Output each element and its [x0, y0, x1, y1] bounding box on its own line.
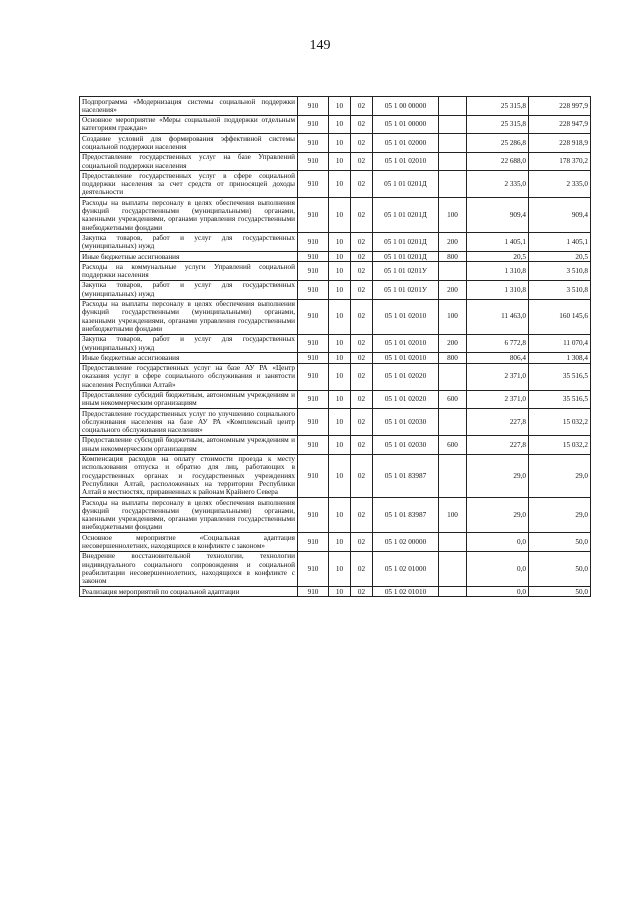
row-amount-2: 228 947,9: [529, 115, 591, 134]
row-target-article: 05 1 01 02020: [373, 390, 439, 409]
row-name: Компенсация расходов на оплату стоимости проезда к месту использования отпуска и обратно для лиц, работающих в государственных органах и государственных учреждениях Республики Алтай, расположенных на территории Республики Алтай в местностях, приравненных к районам Крайнего Севера: [80, 454, 298, 497]
row-expense-type: [439, 262, 467, 281]
row-ministry-code: 910: [298, 363, 329, 390]
row-ministry-code: 910: [298, 435, 329, 454]
table-row: [80, 587, 591, 597]
row-ministry-code: 910: [298, 97, 329, 116]
row-expense-type: [439, 171, 467, 198]
table-row: [80, 233, 591, 252]
row-amount-2: 35 516,5: [529, 390, 591, 409]
row-subsection-code: 02: [351, 134, 373, 153]
budget-table: [79, 96, 591, 597]
row-ministry-code: 910: [298, 134, 329, 153]
row-amount-1: 227,8: [467, 435, 529, 454]
row-ministry-code: 910: [298, 353, 329, 363]
table-row: [80, 171, 591, 198]
row-amount-1: 909,4: [467, 198, 529, 233]
table-row: [80, 533, 591, 552]
row-name: Расходы на выплаты персоналу в целях обеспечения выполнения функций государственными (муниципальными) органами, казенными учреждениями, органами управления государственными внебюджетными фондами: [80, 498, 298, 533]
row-target-article: 05 1 02 01000: [373, 551, 439, 586]
row-amount-2: 3 510,8: [529, 262, 591, 281]
row-section-code: 10: [329, 280, 351, 299]
table-row: [80, 115, 591, 134]
row-target-article: 05 1 01 0201У: [373, 280, 439, 299]
row-subsection-code: 02: [351, 299, 373, 334]
row-target-article: 05 1 01 0201Д: [373, 233, 439, 252]
row-amount-1: 0,0: [467, 533, 529, 552]
row-target-article: 05 1 01 0201Д: [373, 252, 439, 262]
row-expense-type: [439, 115, 467, 134]
row-subsection-code: 02: [351, 252, 373, 262]
row-expense-type: 100: [439, 498, 467, 533]
row-name: Расходы на выплаты персоналу в целях обеспечения выполнения функций государственными (муниципальными) органами, казенными учреждениями, органами управления государственными внебюджетными фондами: [80, 299, 298, 334]
row-amount-2: 3 510,8: [529, 280, 591, 299]
row-ministry-code: 910: [298, 115, 329, 134]
row-subsection-code: 02: [351, 587, 373, 597]
row-amount-2: 1 405,1: [529, 233, 591, 252]
row-amount-2: 2 335,0: [529, 171, 591, 198]
row-expense-type: 100: [439, 299, 467, 334]
row-amount-1: 1 310,8: [467, 280, 529, 299]
row-target-article: 05 1 00 00000: [373, 97, 439, 116]
table-row: [80, 551, 591, 586]
row-section-code: 10: [329, 435, 351, 454]
row-target-article: 05 1 01 02000: [373, 134, 439, 153]
row-expense-type: [439, 587, 467, 597]
row-name: Предоставление государственных услуг по улучшению социального обслуживания населения на базе АУ РА «Комплексный центр социального обслуживания населения»: [80, 409, 298, 436]
row-ministry-code: 910: [298, 533, 329, 552]
row-name: Предоставление государственных услуг в сфере социальной поддержки населения за счет средств от приносящей доходы деятельности: [80, 171, 298, 198]
table-row: [80, 299, 591, 334]
table-row: [80, 409, 591, 436]
row-subsection-code: 02: [351, 171, 373, 198]
row-subsection-code: 02: [351, 551, 373, 586]
table-row: [80, 334, 591, 353]
row-ministry-code: 910: [298, 171, 329, 198]
row-expense-type: [439, 533, 467, 552]
row-amount-2: 15 032,2: [529, 435, 591, 454]
row-ministry-code: 910: [298, 454, 329, 497]
row-section-code: 10: [329, 299, 351, 334]
row-section-code: 10: [329, 334, 351, 353]
row-amount-2: 50,0: [529, 551, 591, 586]
row-target-article: 05 1 01 02030: [373, 409, 439, 436]
row-section-code: 10: [329, 171, 351, 198]
row-ministry-code: 910: [298, 233, 329, 252]
row-section-code: 10: [329, 115, 351, 134]
row-subsection-code: 02: [351, 152, 373, 171]
row-expense-type: 200: [439, 233, 467, 252]
row-name: Предоставление государственных услуг на базе Управлений социальной поддержки населения: [80, 152, 298, 171]
row-target-article: 05 1 01 0201У: [373, 262, 439, 281]
row-name: Подпрограмма «Модернизация системы социальной поддержки населения»: [80, 97, 298, 116]
row-subsection-code: 02: [351, 435, 373, 454]
table-row: [80, 498, 591, 533]
row-section-code: 10: [329, 498, 351, 533]
row-name: Внедрение восстановительной технологии, технологии индивидуального социального сопровождения и социальной реабилитации несовершеннолетних, находящихся в конфликте с законом: [80, 551, 298, 586]
row-name: Предоставление субсидий бюджетным, автономным учреждениям и иным некоммерческим организациям: [80, 435, 298, 454]
row-amount-1: 227,8: [467, 409, 529, 436]
row-amount-2: 228 918,9: [529, 134, 591, 153]
page-number: 149: [309, 38, 331, 53]
row-section-code: 10: [329, 363, 351, 390]
row-target-article: 05 1 01 02010: [373, 334, 439, 353]
row-amount-2: 11 070,4: [529, 334, 591, 353]
row-target-article: 05 1 01 83987: [373, 454, 439, 497]
row-amount-1: 25 315,8: [467, 115, 529, 134]
row-ministry-code: 910: [298, 409, 329, 436]
row-expense-type: [439, 97, 467, 116]
row-amount-1: 22 688,0: [467, 152, 529, 171]
row-target-article: 05 1 02 00000: [373, 533, 439, 552]
row-subsection-code: 02: [351, 280, 373, 299]
row-amount-1: 1 310,8: [467, 262, 529, 281]
row-subsection-code: 02: [351, 233, 373, 252]
table-row: [80, 262, 591, 281]
row-section-code: 10: [329, 233, 351, 252]
row-amount-1: 29,0: [467, 454, 529, 497]
row-amount-1: 2 371,0: [467, 390, 529, 409]
row-amount-2: 178 370,2: [529, 152, 591, 171]
row-subsection-code: 02: [351, 454, 373, 497]
table-row: [80, 280, 591, 299]
row-amount-2: 228 997,9: [529, 97, 591, 116]
row-name: Реализация мероприятий по социальной адаптации: [80, 587, 298, 597]
row-amount-1: 29,0: [467, 498, 529, 533]
row-expense-type: 800: [439, 353, 467, 363]
row-amount-2: 50,0: [529, 587, 591, 597]
row-ministry-code: 910: [298, 334, 329, 353]
table-row: [80, 363, 591, 390]
table-row: [80, 97, 591, 116]
row-section-code: 10: [329, 152, 351, 171]
row-amount-2: 50,0: [529, 533, 591, 552]
row-section-code: 10: [329, 353, 351, 363]
row-amount-1: 20,5: [467, 252, 529, 262]
row-expense-type: [439, 551, 467, 586]
row-section-code: 10: [329, 134, 351, 153]
row-amount-1: 0,0: [467, 587, 529, 597]
row-subsection-code: 02: [351, 390, 373, 409]
row-amount-1: 2 371,0: [467, 363, 529, 390]
row-name: Предоставление государственных услуг на базе АУ РА «Центр оказания услуг в сфере социального обслуживания и занятости населения Республики Алтай»: [80, 363, 298, 390]
row-subsection-code: 02: [351, 498, 373, 533]
row-target-article: 05 1 01 0201Д: [373, 171, 439, 198]
table-row: [80, 134, 591, 153]
row-amount-2: 29,0: [529, 454, 591, 497]
row-name: Закупка товаров, работ и услуг для государственных (муниципальных) нужд: [80, 233, 298, 252]
row-target-article: 05 1 01 02010: [373, 353, 439, 363]
row-section-code: 10: [329, 454, 351, 497]
row-ministry-code: 910: [298, 551, 329, 586]
row-expense-type: [439, 134, 467, 153]
row-ministry-code: 910: [298, 280, 329, 299]
row-ministry-code: 910: [298, 198, 329, 233]
row-amount-2: 20,5: [529, 252, 591, 262]
row-amount-2: 15 032,2: [529, 409, 591, 436]
row-name: Расходы на коммунальные услуги Управлений социальной поддержки населения: [80, 262, 298, 281]
row-amount-1: 25 315,8: [467, 97, 529, 116]
row-subsection-code: 02: [351, 353, 373, 363]
row-name: Иные бюджетные ассигнования: [80, 353, 298, 363]
row-subsection-code: 02: [351, 262, 373, 281]
row-name: Создание условий для формирования эффективной системы социальной поддержки населения: [80, 134, 298, 153]
row-target-article: 05 1 02 01010: [373, 587, 439, 597]
row-section-code: 10: [329, 198, 351, 233]
row-target-article: 05 1 01 0201Д: [373, 198, 439, 233]
row-amount-2: 35 516,5: [529, 363, 591, 390]
row-section-code: 10: [329, 262, 351, 281]
row-expense-type: [439, 409, 467, 436]
row-ministry-code: 910: [298, 587, 329, 597]
row-expense-type: 100: [439, 198, 467, 233]
row-subsection-code: 02: [351, 409, 373, 436]
row-amount-2: 160 145,6: [529, 299, 591, 334]
table-row: [80, 353, 591, 363]
row-target-article: 05 1 01 00000: [373, 115, 439, 134]
row-name: Закупка товаров, работ и услуг для государственных (муниципальных) нужд: [80, 280, 298, 299]
row-name: Предоставление субсидий бюджетным, автономным учреждениям и иным некоммерческим организациям: [80, 390, 298, 409]
row-subsection-code: 02: [351, 97, 373, 116]
row-target-article: 05 1 01 02010: [373, 152, 439, 171]
row-target-article: 05 1 01 83987: [373, 498, 439, 533]
row-amount-1: 11 463,0: [467, 299, 529, 334]
table-row: [80, 152, 591, 171]
row-subsection-code: 02: [351, 533, 373, 552]
row-expense-type: 200: [439, 334, 467, 353]
row-subsection-code: 02: [351, 115, 373, 134]
row-section-code: 10: [329, 533, 351, 552]
row-section-code: 10: [329, 390, 351, 409]
row-subsection-code: 02: [351, 334, 373, 353]
row-section-code: 10: [329, 551, 351, 586]
row-amount-2: 909,4: [529, 198, 591, 233]
row-ministry-code: 910: [298, 299, 329, 334]
table-row: [80, 198, 591, 233]
row-section-code: 10: [329, 409, 351, 436]
row-expense-type: [439, 454, 467, 497]
row-expense-type: 200: [439, 280, 467, 299]
row-amount-1: 2 335,0: [467, 171, 529, 198]
row-ministry-code: 910: [298, 498, 329, 533]
row-target-article: 05 1 01 02030: [373, 435, 439, 454]
row-amount-1: 806,4: [467, 353, 529, 363]
row-name: Иные бюджетные ассигнования: [80, 252, 298, 262]
row-amount-1: 6 772,8: [467, 334, 529, 353]
table-row: [80, 435, 591, 454]
table-row: [80, 390, 591, 409]
row-section-code: 10: [329, 97, 351, 116]
row-ministry-code: 910: [298, 252, 329, 262]
row-subsection-code: 02: [351, 198, 373, 233]
row-expense-type: [439, 152, 467, 171]
row-target-article: 05 1 01 02020: [373, 363, 439, 390]
row-amount-1: 1 405,1: [467, 233, 529, 252]
row-amount-2: 1 308,4: [529, 353, 591, 363]
row-name: Основное мероприятие «Меры социальной поддержки отдельным категориям граждан»: [80, 115, 298, 134]
row-name: Расходы на выплаты персоналу в целях обеспечения выполнения функций государственными (муниципальными) органами, казенными учреждениями, органами управления государственными внебюджетными фондами: [80, 198, 298, 233]
row-section-code: 10: [329, 252, 351, 262]
row-ministry-code: 910: [298, 152, 329, 171]
row-amount-2: 29,0: [529, 498, 591, 533]
table-row: [80, 454, 591, 497]
row-name: Основное мероприятие «Социальная адаптация несовершеннолетних, находящихся в конфликте с законом»: [80, 533, 298, 552]
row-expense-type: 800: [439, 252, 467, 262]
row-expense-type: 600: [439, 390, 467, 409]
row-target-article: 05 1 01 02010: [373, 299, 439, 334]
table-row: [80, 252, 591, 262]
row-ministry-code: 910: [298, 390, 329, 409]
row-section-code: 10: [329, 587, 351, 597]
row-ministry-code: 910: [298, 262, 329, 281]
row-expense-type: 600: [439, 435, 467, 454]
row-subsection-code: 02: [351, 363, 373, 390]
row-amount-1: 0,0: [467, 551, 529, 586]
row-name: Закупка товаров, работ и услуг для государственных (муниципальных) нужд: [80, 334, 298, 353]
row-expense-type: [439, 363, 467, 390]
row-amount-1: 25 286,8: [467, 134, 529, 153]
